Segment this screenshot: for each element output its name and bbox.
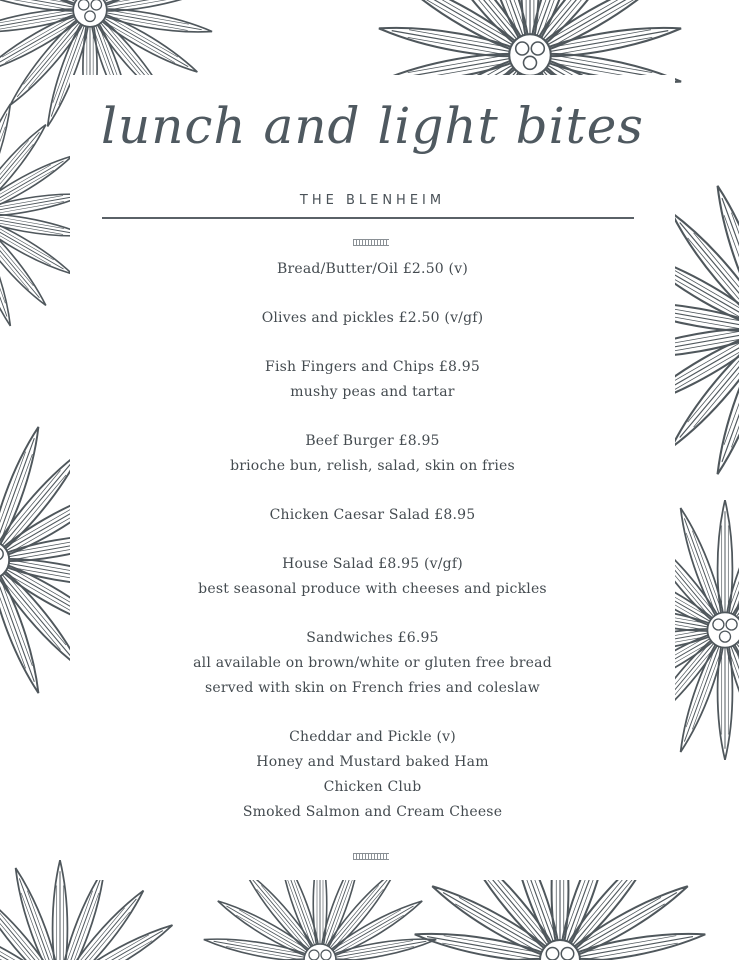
ornament-divider-top [353,239,389,246]
menu-item-beef-burger-desc: brioche bun, relish, salad, skin on fries [230,458,515,474]
menu-item-fish-fingers-desc: mushy peas and tartar [290,384,455,400]
ornament-divider-bottom [353,853,389,860]
menu-title: lunch and light bites [101,97,644,155]
venue-name: THE BLENHEIM [299,193,446,208]
menu-item-house-salad: House Salad £8.95 (v/gf) [282,556,463,572]
menu-item-bread: Bread/Butter/Oil £2.50 (v) [277,261,468,277]
sandwich-option-chicken-club: Chicken Club [323,779,422,795]
menu-item-sandwiches: Sandwiches £6.95 [306,630,439,646]
menu-card [70,75,675,880]
menu-item-house-salad-desc: best seasonal produce with cheeses and pickles [198,581,547,597]
menu-item-sandwiches-desc-2: served with skin on French fries and coleslaw [205,680,540,696]
menu-item-olives: Olives and pickles £2.50 (v/gf) [261,310,484,326]
title-divider [102,217,634,219]
menu-item-caesar-salad: Chicken Caesar Salad £8.95 [269,507,476,523]
sandwich-option-ham: Honey and Mustard baked Ham [256,754,489,770]
sandwich-option-smoked-salmon: Smoked Salmon and Cream Cheese [242,804,503,820]
menu-item-sandwiches-desc-1: all available on brown/white or gluten free bread [193,655,552,671]
menu-item-fish-fingers: Fish Fingers and Chips £8.95 [265,359,480,375]
sandwich-option-cheddar: Cheddar and Pickle (v) [289,729,456,745]
menu-item-beef-burger: Beef Burger £8.95 [305,433,440,449]
